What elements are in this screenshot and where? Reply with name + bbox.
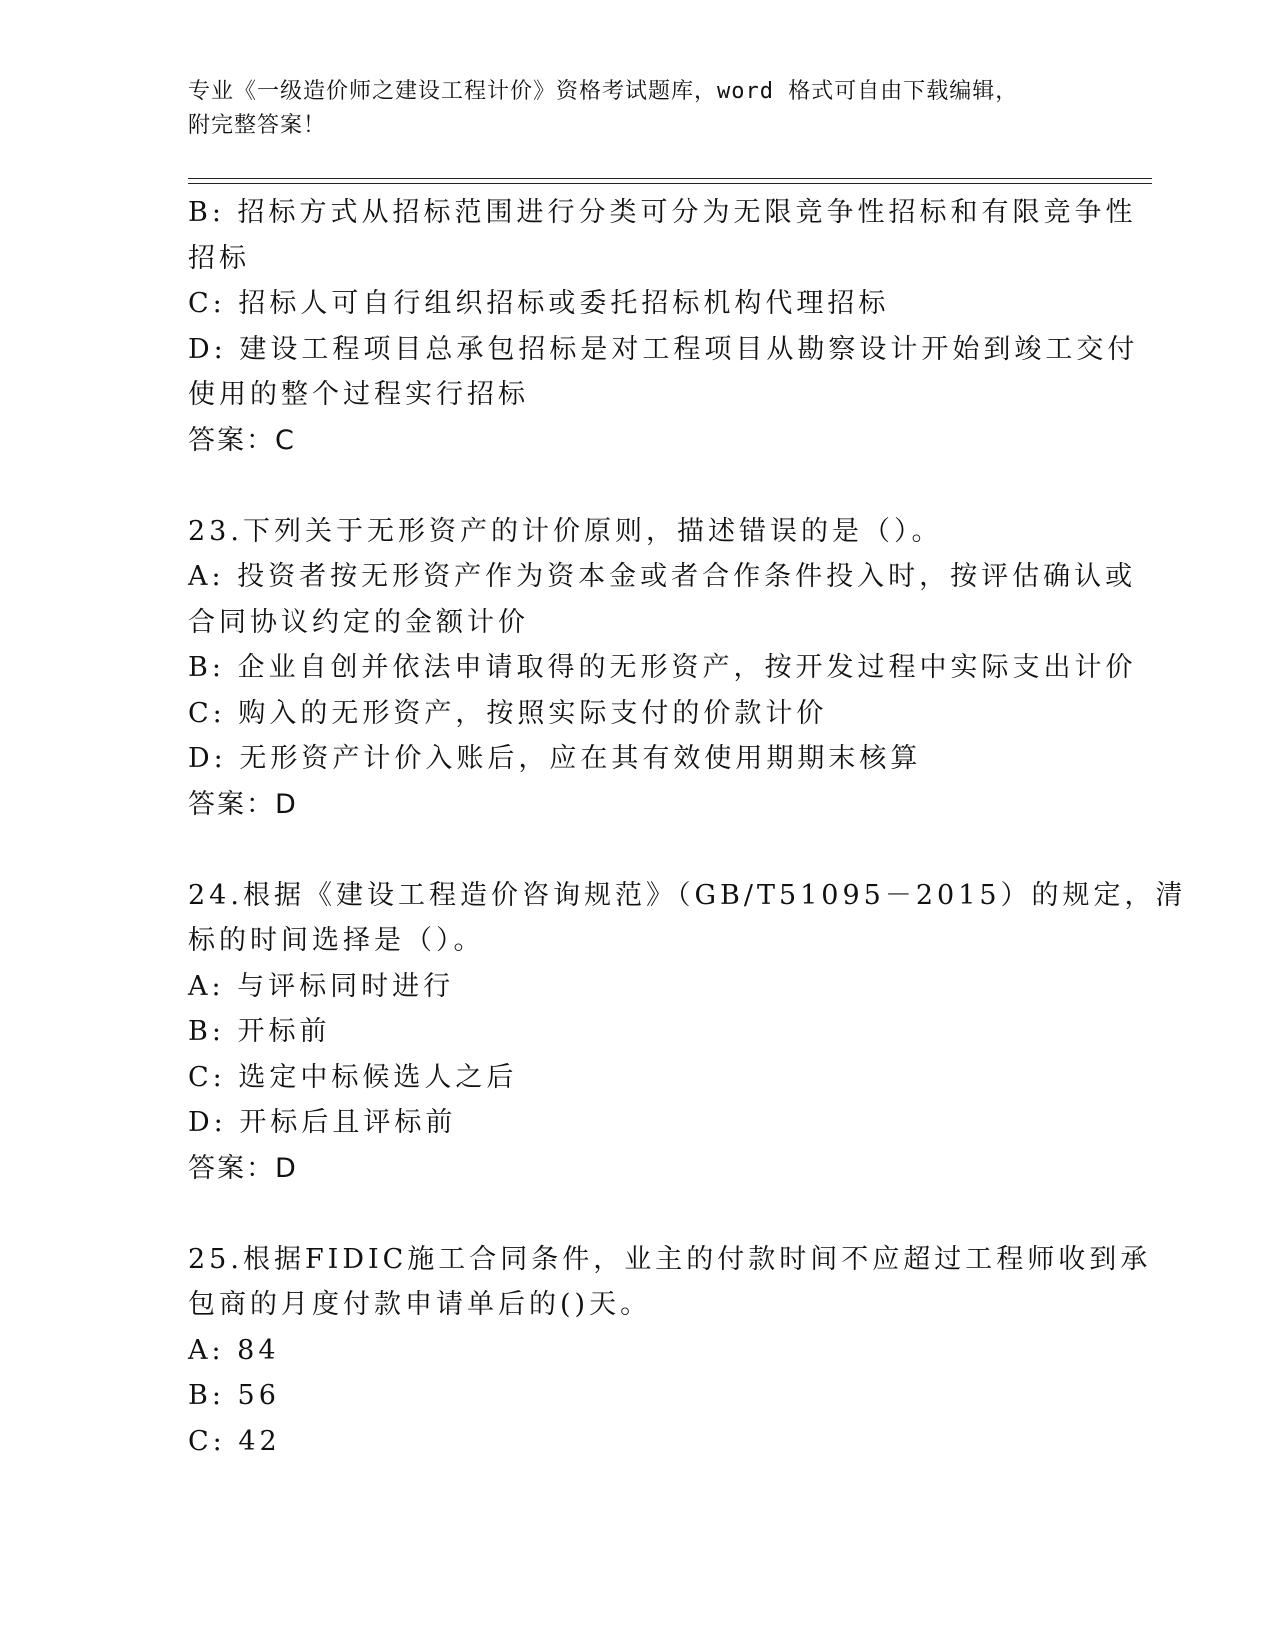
question-23	[188, 509, 1137, 828]
question-stem-line-2: 包商的月度付款申请单后的()天。	[188, 1289, 652, 1320]
option-c: C: 购入的无形资产，按照实际支付的价款计价	[188, 697, 828, 729]
question-content	[188, 190, 1187, 1464]
header-line-2: 附完整答案！	[188, 113, 327, 138]
question-stem: 23.下列关于无形资产的计价原则，描述错误的是（）。	[188, 515, 943, 547]
question-stem-line-1: 25.根据FIDIC施工合同条件，业主的付款时间不应超过工程师收到承	[188, 1243, 1152, 1275]
option-c: C: 42	[188, 1425, 281, 1457]
question-stem-line-2: 标的时间选择是（）。	[188, 925, 485, 956]
question-24	[188, 873, 1187, 1192]
option-a: A: 与评标同时进行	[188, 970, 455, 1002]
question-stem-line-1: 24.根据《建设工程造价咨询规范》（GB/T51095－2015）的规定，清	[188, 879, 1187, 911]
option-d-line-1: D: 建设工程项目总承包招标是对工程项目从勘察设计开始到竣工交付	[188, 333, 1139, 365]
option-a-line-2: 合同协议约定的金额计价	[188, 606, 529, 638]
option-d: D: 无形资产计价入账后，应在其有效使用期期末核算	[188, 743, 922, 774]
option-d-line-2: 使用的整个过程实行招标	[188, 379, 529, 410]
question-25	[188, 1237, 1152, 1465]
option-c: C: 选定中标候选人之后	[188, 1061, 518, 1093]
spacer	[188, 1191, 1088, 1237]
spacer	[188, 463, 1088, 509]
option-c: C: 招标人可自行组织招标或委托招标机构代理招标	[188, 288, 890, 319]
spacer	[188, 827, 1088, 873]
option-b: B: 56	[188, 1380, 280, 1411]
answer: 答案：C	[188, 424, 296, 456]
option-b: B: 企业自创并依法申请取得的无形资产，按开发过程中实际支出计价	[188, 652, 1137, 683]
question-22-tail	[188, 190, 1139, 463]
header-divider-top	[188, 178, 1152, 179]
answer: 答案：D	[188, 1152, 298, 1184]
answer: 答案：D	[188, 788, 298, 820]
option-b-line-1: B: 招标方式从招标范围进行分类可分为无限竞争性招标和有限竞争性	[188, 197, 1137, 228]
option-b: B: 开标前	[188, 1016, 331, 1047]
option-b-line-2: 招标	[188, 242, 250, 274]
document-header	[188, 75, 1068, 143]
option-a-line-1: A: 投资者按无形资产作为资本金或者合作条件投入时，按评估确认或	[188, 561, 1137, 592]
header-divider-bottom	[188, 183, 1152, 184]
option-d: D: 开标后且评标前	[188, 1107, 457, 1138]
option-a: A: 84	[188, 1334, 280, 1366]
header-line-1: 专业《一级造价师之建设工程计价》资格考试题库，word 格式可自由下载编辑，	[188, 79, 1019, 104]
